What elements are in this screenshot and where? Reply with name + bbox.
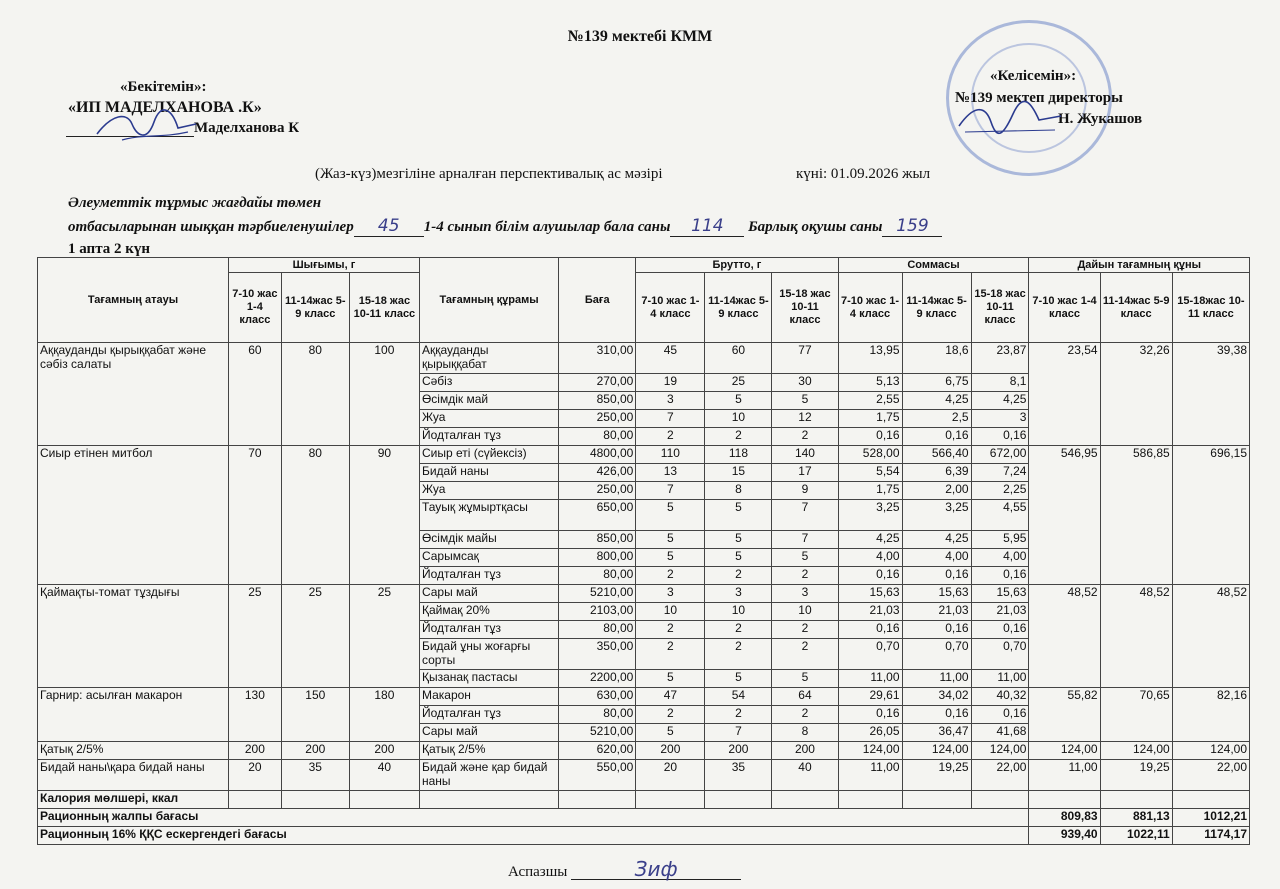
ingredient-gross: 2 [636, 639, 705, 670]
ingredient-gross: 7 [705, 724, 772, 742]
empty-cell [349, 791, 419, 809]
approver-name: Маделханова К [194, 120, 300, 136]
ingredient-price: 850,00 [559, 392, 636, 410]
dish-ready-price: 546,95 [1029, 446, 1100, 585]
ingredient-gross: 17 [772, 464, 838, 482]
ingredient-sum: 4,25 [902, 531, 971, 549]
ingredient-sum: 11,00 [838, 670, 902, 688]
vat-label: Рационның 16% ҚҚС ескергендегі бағасы [38, 827, 1029, 845]
ingredient-price: 426,00 [559, 464, 636, 482]
ingredient-price: 650,00 [559, 500, 636, 531]
ingredient-gross: 10 [772, 603, 838, 621]
ingredient-sum: 124,00 [971, 742, 1029, 760]
ingredient-sum: 15,63 [971, 585, 1029, 603]
dish-ready-price: 48,52 [1172, 585, 1249, 688]
output-group-0: 7-10 жас 1-4 класс [228, 273, 281, 343]
ingredient-sum: 0,16 [971, 567, 1029, 585]
dish-output: 100 [349, 343, 419, 446]
sum-group-2: 15-18 жас 10-11 класс [971, 273, 1029, 343]
ingredient-price: 5210,00 [559, 585, 636, 603]
total-value: 881,13 [1100, 809, 1172, 827]
ingredient-name: Йодталған тұз [419, 621, 558, 639]
ingredient-name: Аққауданды қырыққабат [419, 343, 558, 374]
director-name: Н. Жукашов [1058, 111, 1143, 127]
table-row [38, 585, 1250, 603]
ingredient-price: 80,00 [559, 428, 636, 446]
empty-cell [705, 791, 772, 809]
ingredient-gross: 10 [636, 603, 705, 621]
ingredient-price: 270,00 [559, 374, 636, 392]
ingredient-gross: 5 [705, 392, 772, 410]
dish-ready-price: 48,52 [1100, 585, 1172, 688]
dish-ready-price: 696,15 [1172, 446, 1249, 585]
ingredient-price: 2200,00 [559, 670, 636, 688]
output-group-1: 11-14жас 5-9 класс [281, 273, 349, 343]
ingredient-sum: 5,95 [971, 531, 1029, 549]
ingredient-gross: 8 [772, 724, 838, 742]
ingredient-price: 5210,00 [559, 724, 636, 742]
ingredient-sum: 0,16 [902, 428, 971, 446]
ingredient-gross: 2 [705, 567, 772, 585]
ingredient-sum: 34,02 [902, 688, 971, 706]
gross-group-2: 15-18 жас 10-11 класс [772, 273, 838, 343]
dish-ready-price: 124,00 [1172, 742, 1249, 760]
ingredient-sum: 1,75 [838, 410, 902, 428]
dish-output: 60 [228, 343, 281, 446]
vat-value: 1022,11 [1100, 827, 1172, 845]
ingredient-sum: 41,68 [971, 724, 1029, 742]
dish-ready-price: 124,00 [1100, 742, 1172, 760]
dish-ready-price: 586,85 [1100, 446, 1172, 585]
gross-group-1: 11-14жас 5-9 класс [705, 273, 772, 343]
ingredient-price: 2103,00 [559, 603, 636, 621]
ingredient-gross: 12 [772, 410, 838, 428]
dish-name: Қаймақты-томат тұздығы [38, 585, 229, 688]
table-row [38, 688, 1250, 706]
total-value: 1012,21 [1172, 809, 1249, 827]
ingredient-gross: 5 [705, 670, 772, 688]
ingredient-gross: 20 [636, 760, 705, 791]
ingredient-gross: 110 [636, 446, 705, 464]
ingredient-gross: 60 [705, 343, 772, 374]
ingredient-sum: 0,16 [971, 621, 1029, 639]
ingredient-sum: 672,00 [971, 446, 1029, 464]
ingredient-gross: 40 [772, 760, 838, 791]
ingredient-sum: 4,00 [838, 549, 902, 567]
empty-cell [559, 791, 636, 809]
ingredient-name: Өсімдік майы [419, 531, 558, 549]
social-label: отбасыларынан шыққан тәрбиеленушілер [68, 219, 354, 235]
dish-output: 80 [281, 446, 349, 585]
ingredient-gross: 25 [705, 374, 772, 392]
ingredient-gross: 15 [705, 464, 772, 482]
dish-output: 20 [228, 760, 281, 791]
ingredient-gross: 45 [636, 343, 705, 374]
ingredient-name: Сиыр еті (сүйексіз) [419, 446, 558, 464]
ingredient-sum: 15,63 [902, 585, 971, 603]
ingredient-sum: 21,03 [971, 603, 1029, 621]
dish-ready-price: 32,26 [1100, 343, 1172, 446]
ingredient-gross: 9 [772, 482, 838, 500]
ingredient-sum: 2,5 [902, 410, 971, 428]
dish-name: Гарнир: асылған макарон [38, 688, 229, 742]
ingredient-gross: 2 [636, 567, 705, 585]
ingredient-gross: 2 [772, 706, 838, 724]
ingredient-gross: 2 [772, 428, 838, 446]
dish-name: Сиыр етінен митбол [38, 446, 229, 585]
ingredient-sum: 6,75 [902, 374, 971, 392]
ingredient-gross: 5 [705, 549, 772, 567]
empty-cell [636, 791, 705, 809]
ingredient-sum: 11,00 [838, 760, 902, 791]
ingredient-gross: 2 [705, 621, 772, 639]
menu-title: (Жаз-күз)мезгіліне арналған перспективалық ас мәзірі [315, 166, 663, 182]
dish-ready-price: 19,25 [1100, 760, 1172, 791]
ingredient-name: Йодталған тұз [419, 706, 558, 724]
ingredient-sum: 1,75 [838, 482, 902, 500]
ingredient-name: Бидай наны [419, 464, 558, 482]
ingredient-gross: 19 [636, 374, 705, 392]
ingredient-gross: 64 [772, 688, 838, 706]
ingredient-price: 310,00 [559, 343, 636, 374]
ingredient-sum: 15,63 [838, 585, 902, 603]
ingredient-gross: 5 [772, 549, 838, 567]
dish-output: 150 [281, 688, 349, 742]
table-row [38, 742, 1250, 760]
ingredient-name: Қызанақ пастасы [419, 670, 558, 688]
ingredient-sum: 0,16 [971, 428, 1029, 446]
ingredient-gross: 5 [636, 500, 705, 531]
total-value: 809,83 [1029, 809, 1100, 827]
total-pupils-label: Барлық оқушы саны [748, 219, 883, 235]
ingredient-name: Бидай және қар бидай наны [419, 760, 558, 791]
approver-signature [92, 104, 202, 148]
ingredient-gross: 54 [705, 688, 772, 706]
ingredient-sum: 0,70 [902, 639, 971, 670]
dish-ready-price: 11,00 [1029, 760, 1100, 791]
dish-output: 90 [349, 446, 419, 585]
ingredient-gross: 7 [636, 410, 705, 428]
empty-cell [902, 791, 971, 809]
ingredient-gross: 7 [772, 500, 838, 531]
dish-output: 180 [349, 688, 419, 742]
ingredient-gross: 5 [705, 500, 772, 531]
approve-label: «Бекітемін»: [120, 79, 207, 95]
ingredient-gross: 10 [705, 603, 772, 621]
dish-output: 80 [281, 343, 349, 446]
ingredient-gross: 200 [772, 742, 838, 760]
ingredient-sum: 4,00 [902, 549, 971, 567]
ingredient-sum: 36,47 [902, 724, 971, 742]
ingredient-gross: 3 [636, 585, 705, 603]
ingredient-sum: 2,25 [971, 482, 1029, 500]
ingredient-gross: 5 [772, 670, 838, 688]
ingredient-gross: 2 [772, 567, 838, 585]
ingredient-gross: 7 [772, 531, 838, 549]
ingredient-sum: 11,00 [971, 670, 1029, 688]
ingredient-name: Қатық 2/5% [419, 742, 558, 760]
ingredient-gross: 5 [636, 670, 705, 688]
dish-output: 200 [281, 742, 349, 760]
ingredient-name: Йодталған тұз [419, 428, 558, 446]
ingredient-sum: 29,61 [838, 688, 902, 706]
empty-cell [419, 791, 558, 809]
dish-ready-price: 55,82 [1029, 688, 1100, 742]
col-price: Баға [559, 258, 636, 343]
ingredient-sum: 124,00 [838, 742, 902, 760]
empty-cell [1100, 791, 1172, 809]
ingredient-sum: 4,25 [971, 392, 1029, 410]
ingredient-gross: 3 [705, 585, 772, 603]
ingredient-price: 800,00 [559, 549, 636, 567]
vat-value: 939,40 [1029, 827, 1100, 845]
total-pupils-count: 159 [882, 216, 942, 237]
dish-output: 40 [349, 760, 419, 791]
ingredient-sum: 2,55 [838, 392, 902, 410]
director-signature [955, 100, 1065, 140]
ingredient-name: Жуа [419, 482, 558, 500]
ingredient-gross: 2 [636, 621, 705, 639]
social-count: 45 [354, 216, 424, 237]
ingredient-sum: 528,00 [838, 446, 902, 464]
cook-signature: Зиф [571, 857, 741, 880]
table-row [38, 760, 1250, 791]
ingredient-gross: 2 [705, 428, 772, 446]
col-dish-name: Тағамның атауы [38, 258, 229, 343]
dish-name: Бидай наны\қара бидай наны [38, 760, 229, 791]
ingredient-sum: 13,95 [838, 343, 902, 374]
ingredient-gross: 5 [705, 531, 772, 549]
ingredient-sum: 5,54 [838, 464, 902, 482]
ingredient-name: Сары май [419, 585, 558, 603]
total-row [38, 809, 1250, 827]
ingredient-sum: 22,00 [971, 760, 1029, 791]
ingredient-sum: 0,16 [971, 706, 1029, 724]
ingredient-sum: 8,1 [971, 374, 1029, 392]
ingredient-sum: 124,00 [902, 742, 971, 760]
ingredient-gross: 2 [705, 639, 772, 670]
ingredient-gross: 8 [705, 482, 772, 500]
ingredient-price: 80,00 [559, 621, 636, 639]
ingredient-price: 250,00 [559, 410, 636, 428]
ingredient-price: 630,00 [559, 688, 636, 706]
ingredient-sum: 3 [971, 410, 1029, 428]
ingredient-name: Бидай ұны жоғарғы сорты [419, 639, 558, 670]
dish-name: Қатық 2/5% [38, 742, 229, 760]
dish-ready-price: 82,16 [1172, 688, 1249, 742]
director-title: №139 мектеп директоры [955, 90, 1123, 106]
ingredient-sum: 0,16 [838, 567, 902, 585]
ingredient-name: Сары май [419, 724, 558, 742]
ingredient-gross: 2 [636, 428, 705, 446]
ingredient-sum: 0,16 [902, 706, 971, 724]
ingredient-price: 80,00 [559, 706, 636, 724]
sum-group-0: 7-10 жас 1-4 класс [838, 273, 902, 343]
ingredient-sum: 4,00 [971, 549, 1029, 567]
ingredient-gross: 5 [636, 549, 705, 567]
dish-name: Аққауданды қырыққабат және сәбіз салаты [38, 343, 229, 446]
empty-cell [772, 791, 838, 809]
cook-signature-block [508, 857, 741, 881]
empty-cell [971, 791, 1029, 809]
ready-group-1: 11-14жас 5-9 класс [1100, 273, 1172, 343]
ingredient-sum: 7,24 [971, 464, 1029, 482]
col-sum: Соммасы [838, 258, 1029, 273]
menu-date: күні: 01.09.2026 жыл [796, 166, 931, 182]
dish-output: 25 [281, 585, 349, 688]
ingredient-gross: 77 [772, 343, 838, 374]
ingredient-name: Жуа [419, 410, 558, 428]
ingredient-gross: 2 [705, 706, 772, 724]
ingredient-gross: 5 [636, 531, 705, 549]
ingredient-gross: 7 [636, 482, 705, 500]
ingredient-name: Өсімдік май [419, 392, 558, 410]
dish-output: 25 [228, 585, 281, 688]
table-row [38, 446, 1250, 464]
ingredient-price: 4800,00 [559, 446, 636, 464]
ingredient-price: 250,00 [559, 482, 636, 500]
ingredient-sum: 18,6 [902, 343, 971, 374]
ingredient-gross: 2 [636, 706, 705, 724]
ingredient-gross: 5 [772, 392, 838, 410]
col-ready-price: Дайын тағамның құны [1029, 258, 1250, 273]
ingredient-sum: 566,40 [902, 446, 971, 464]
ingredient-gross: 30 [772, 374, 838, 392]
ingredient-sum: 21,03 [838, 603, 902, 621]
pupils-count: 114 [670, 216, 744, 237]
ingredient-sum: 0,70 [838, 639, 902, 670]
ingredient-gross: 10 [705, 410, 772, 428]
output-group-2: 15-18 жас 10-11 класс [349, 273, 419, 343]
ingredient-name: Қаймақ 20% [419, 603, 558, 621]
ready-group-0: 7-10 жас 1-4 класс [1029, 273, 1100, 343]
empty-cell [838, 791, 902, 809]
ingredient-name: Йодталған тұз [419, 567, 558, 585]
ingredient-sum: 21,03 [902, 603, 971, 621]
ingredient-gross: 140 [772, 446, 838, 464]
col-composition: Тағамның құрамы [419, 258, 558, 343]
col-gross: Брутто, г [636, 258, 838, 273]
ingredient-price: 850,00 [559, 531, 636, 549]
pupils-label: 1-4 сынып білім алушылар бала саны [423, 219, 671, 235]
ingredient-gross: 13 [636, 464, 705, 482]
table-row [38, 343, 1250, 374]
total-label: Рационның жалпы бағасы [38, 809, 1029, 827]
empty-cell [228, 791, 281, 809]
ingredient-name: Сарымсақ [419, 549, 558, 567]
col-output: Шығымы, г [228, 258, 419, 273]
dish-output: 35 [281, 760, 349, 791]
dish-ready-price: 124,00 [1029, 742, 1100, 760]
vat-row [38, 827, 1250, 845]
dish-ready-price: 70,65 [1100, 688, 1172, 742]
ingredient-name: Сәбіз [419, 374, 558, 392]
ingredient-sum: 4,55 [971, 500, 1029, 531]
calories-row [38, 791, 1250, 809]
social-line-2 [68, 216, 942, 237]
ingredient-price: 350,00 [559, 639, 636, 670]
ingredient-gross: 35 [705, 760, 772, 791]
calories-label: Калория мөлшері, ккал [38, 791, 229, 809]
agree-label: «Келісемін»: [990, 68, 1077, 84]
ingredient-gross: 118 [705, 446, 772, 464]
empty-cell [1029, 791, 1100, 809]
vat-value: 1174,17 [1172, 827, 1249, 845]
ingredient-sum: 0,16 [838, 621, 902, 639]
ingredient-sum: 4,25 [902, 392, 971, 410]
ingredient-price: 80,00 [559, 567, 636, 585]
ingredient-sum: 0,16 [902, 621, 971, 639]
dish-ready-price: 48,52 [1029, 585, 1100, 688]
ingredient-name: Тауық жұмыртқасы [419, 500, 558, 531]
ingredient-sum: 3,25 [902, 500, 971, 531]
empty-cell [1172, 791, 1249, 809]
ingredient-gross: 3 [636, 392, 705, 410]
dish-output: 200 [349, 742, 419, 760]
approver-org: «ИП МАДЕЛХАНОВА .К» [68, 99, 262, 116]
dish-ready-price: 23,54 [1029, 343, 1100, 446]
ingredient-sum: 0,70 [971, 639, 1029, 670]
ingredient-sum: 0,16 [838, 706, 902, 724]
menu-table [37, 257, 1250, 845]
ingredient-sum: 6,39 [902, 464, 971, 482]
dish-output: 200 [228, 742, 281, 760]
dish-output: 70 [228, 446, 281, 585]
cook-label: Аспазшы [508, 864, 568, 880]
gross-group-0: 7-10 жас 1-4 класс [636, 273, 705, 343]
ingredient-sum: 40,32 [971, 688, 1029, 706]
ingredient-sum: 23,87 [971, 343, 1029, 374]
dish-ready-price: 22,00 [1172, 760, 1249, 791]
ingredient-sum: 11,00 [902, 670, 971, 688]
week-day: 1 апта 2 күн [68, 241, 151, 257]
ingredient-price: 620,00 [559, 742, 636, 760]
dish-output: 25 [349, 585, 419, 688]
ingredient-sum: 5,13 [838, 374, 902, 392]
ingredient-price: 550,00 [559, 760, 636, 791]
ingredient-gross: 200 [705, 742, 772, 760]
ingredient-gross: 3 [772, 585, 838, 603]
ingredient-sum: 4,25 [838, 531, 902, 549]
empty-cell [281, 791, 349, 809]
ingredient-sum: 0,16 [838, 428, 902, 446]
sum-group-1: 11-14жас 5-9 класс [902, 273, 971, 343]
dish-output: 130 [228, 688, 281, 742]
ingredient-sum: 2,00 [902, 482, 971, 500]
ingredient-name: Макарон [419, 688, 558, 706]
school-title: №139 мектебі КММ [567, 28, 713, 45]
dish-ready-price: 39,38 [1172, 343, 1249, 446]
ingredient-gross: 200 [636, 742, 705, 760]
ingredient-sum: 3,25 [838, 500, 902, 531]
ingredient-gross: 2 [772, 639, 838, 670]
ingredient-sum: 19,25 [902, 760, 971, 791]
social-line-1: Әлеуметтік тұрмыс жағдайы төмен [68, 195, 322, 211]
ingredient-gross: 2 [772, 621, 838, 639]
ingredient-gross: 5 [636, 724, 705, 742]
ingredient-gross: 47 [636, 688, 705, 706]
ingredient-sum: 26,05 [838, 724, 902, 742]
ingredient-sum: 0,16 [902, 567, 971, 585]
ready-group-2: 15-18жас 10-11 класс [1172, 273, 1249, 343]
